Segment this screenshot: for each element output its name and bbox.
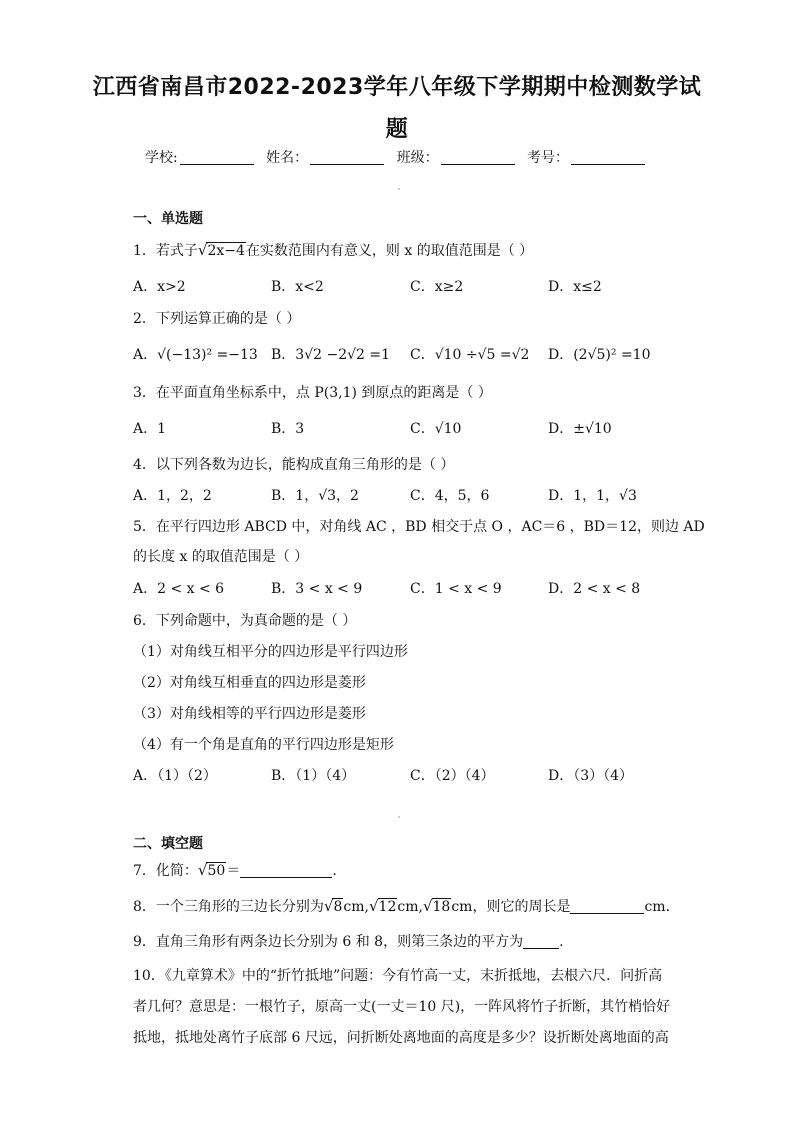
q8-unit-1: cm,: [343, 899, 369, 915]
option-a[interactable]: A．x>2: [133, 279, 186, 295]
proposition-4: （4）有一个角是直角的平行四边形是矩形: [133, 737, 394, 753]
option-b[interactable]: B．x<2: [271, 279, 324, 295]
q8-unit-2: cm,: [397, 899, 423, 915]
q8-end: cm.: [644, 899, 671, 915]
question-2-stem: 2．下列运算正确的是（ ）: [133, 311, 301, 327]
exam-number-blank: [571, 150, 645, 165]
school-label: 学校:: [144, 150, 178, 166]
option-c[interactable]: C．（2）（4）: [410, 768, 495, 784]
question-4-stem: 4．以下列各数为边长，能构成直角三角形的是（ ）: [133, 457, 455, 473]
proposition-2: （2）对角线互相垂直的四边形是菱形: [133, 675, 366, 691]
class-label: 班级：: [396, 150, 439, 166]
exam-title-line1: 江西省南昌市2022-2023学年八年级下学期期中检测数学试: [92, 75, 702, 100]
q1-stem-pre: 1．若式子: [133, 243, 198, 259]
option-c[interactable]: C．4，5，6: [410, 488, 490, 504]
name-label: 姓名：: [266, 150, 309, 166]
option-b[interactable]: B．（1）（4）: [271, 768, 356, 784]
q8-radicand-1: 8: [333, 899, 343, 915]
q7-radicand: 50: [207, 863, 226, 879]
q1-stem-post: 在实数范围内有意义，则 x 的取值范围是（ ）: [245, 243, 534, 259]
option-d[interactable]: D．1，1，√3: [548, 488, 637, 504]
proposition-1: （1）对角线互相平分的四边形是平行四边形: [133, 644, 408, 660]
q8-pre: 8．一个三角形的三边长分别为: [133, 899, 324, 915]
sqrt-expression: √18: [422, 897, 451, 915]
q7-equals: ＝: [226, 863, 241, 879]
option-c[interactable]: C．1 < x < 9: [410, 581, 502, 597]
option-b[interactable]: B．3 < x < 9: [271, 581, 363, 597]
proposition-3: （3）对角线相等的平行四边形是菱形: [133, 706, 366, 722]
option-a[interactable]: A．（1）（2）: [133, 768, 217, 784]
sqrt-expression: √2x−4: [197, 241, 245, 259]
question-10-line1: 10．《九章算术》中的“折竹抵地”问题：今有竹高一丈，末折抵地，去根六尺．问折高: [133, 968, 663, 984]
question-7: [133, 860, 337, 880]
q1-radicand: 2x−4: [207, 243, 245, 259]
exam-number-label: 考号：: [527, 150, 570, 166]
decorative-dot: [398, 188, 400, 190]
q7-pre: 7．化简：: [133, 863, 198, 879]
q9-text: 9．直角三角形有两条边长分别为 6 和 8，则第三条边的平方为: [133, 934, 524, 950]
option-c[interactable]: C．x≥2: [410, 279, 464, 295]
option-c[interactable]: C．√10: [410, 421, 462, 437]
question-1-stem: [133, 240, 533, 260]
q8-unit-3: cm: [451, 899, 473, 915]
question-3-stem: 3．在平面直角坐标系中，点 P(3,1) 到原点的距离是（ ）: [133, 385, 492, 401]
exam-title-line2: 题: [385, 117, 409, 142]
option-b[interactable]: B．3√2 −2√2 =1: [271, 347, 391, 363]
q8-radicand-2: 12: [378, 899, 397, 915]
question-10-line2: 者几何？意思是：一根竹子，原高一丈(一丈＝10 尺)，一阵风将竹子折断，其竹梢恰好: [133, 999, 671, 1015]
option-d[interactable]: D．（3）（4）: [548, 768, 634, 784]
question-10-line3: 抵地，抵地处离竹子底部 6 尺远，问折断处离地面的高度是多少？设折断处离地面的高: [133, 1030, 669, 1046]
option-a[interactable]: A．√(−13)² =−13: [133, 347, 258, 363]
sqrt-expression: √8: [323, 897, 343, 915]
student-info-row: [0, 147, 794, 167]
option-a[interactable]: A．1: [133, 421, 167, 437]
option-d[interactable]: D．x≤2: [548, 279, 602, 295]
option-d[interactable]: D．2 < x < 8: [548, 581, 641, 597]
question-5-stem-line2: 的长度 x 的取值范围是（ ）: [133, 549, 309, 565]
section-title-fill-blank: 二、填空题: [133, 836, 203, 852]
option-b[interactable]: B．1，√3，2: [271, 488, 359, 504]
option-c[interactable]: C．√10 ÷√5 =√2: [410, 347, 530, 363]
q7-end: .: [332, 863, 337, 879]
question-9: [133, 931, 564, 951]
option-d[interactable]: D．±√10: [548, 421, 612, 437]
class-blank: [441, 150, 515, 165]
decorative-dot: [398, 816, 400, 818]
option-b[interactable]: B．3: [271, 421, 305, 437]
q8-mid: ，则它的周长是: [472, 899, 571, 915]
answer-blank[interactable]: [523, 934, 559, 949]
option-d[interactable]: D．(2√5)² =10: [548, 347, 651, 363]
q8-radicand-3: 18: [432, 899, 451, 915]
name-blank: [310, 150, 384, 165]
section-title-single-choice: 一、单选题: [133, 211, 203, 227]
answer-blank[interactable]: [570, 899, 644, 914]
option-a[interactable]: A．1，2，2: [133, 488, 212, 504]
question-6-stem: 6．下列命题中，为真命题的是（ ）: [133, 613, 357, 629]
sqrt-expression: √50: [197, 861, 226, 879]
answer-blank[interactable]: [240, 863, 332, 878]
option-a[interactable]: A．2 < x < 6: [133, 581, 225, 597]
question-8: [133, 896, 670, 916]
sqrt-expression: √12: [368, 897, 397, 915]
school-blank: [180, 150, 254, 165]
q9-end: .: [559, 934, 564, 950]
question-5-stem-line1: 5．在平行四边形 ABCD 中，对角线 AC ，BD 相交于点 O ，AC＝6 ，BD＝12，则边 AD: [133, 519, 705, 535]
